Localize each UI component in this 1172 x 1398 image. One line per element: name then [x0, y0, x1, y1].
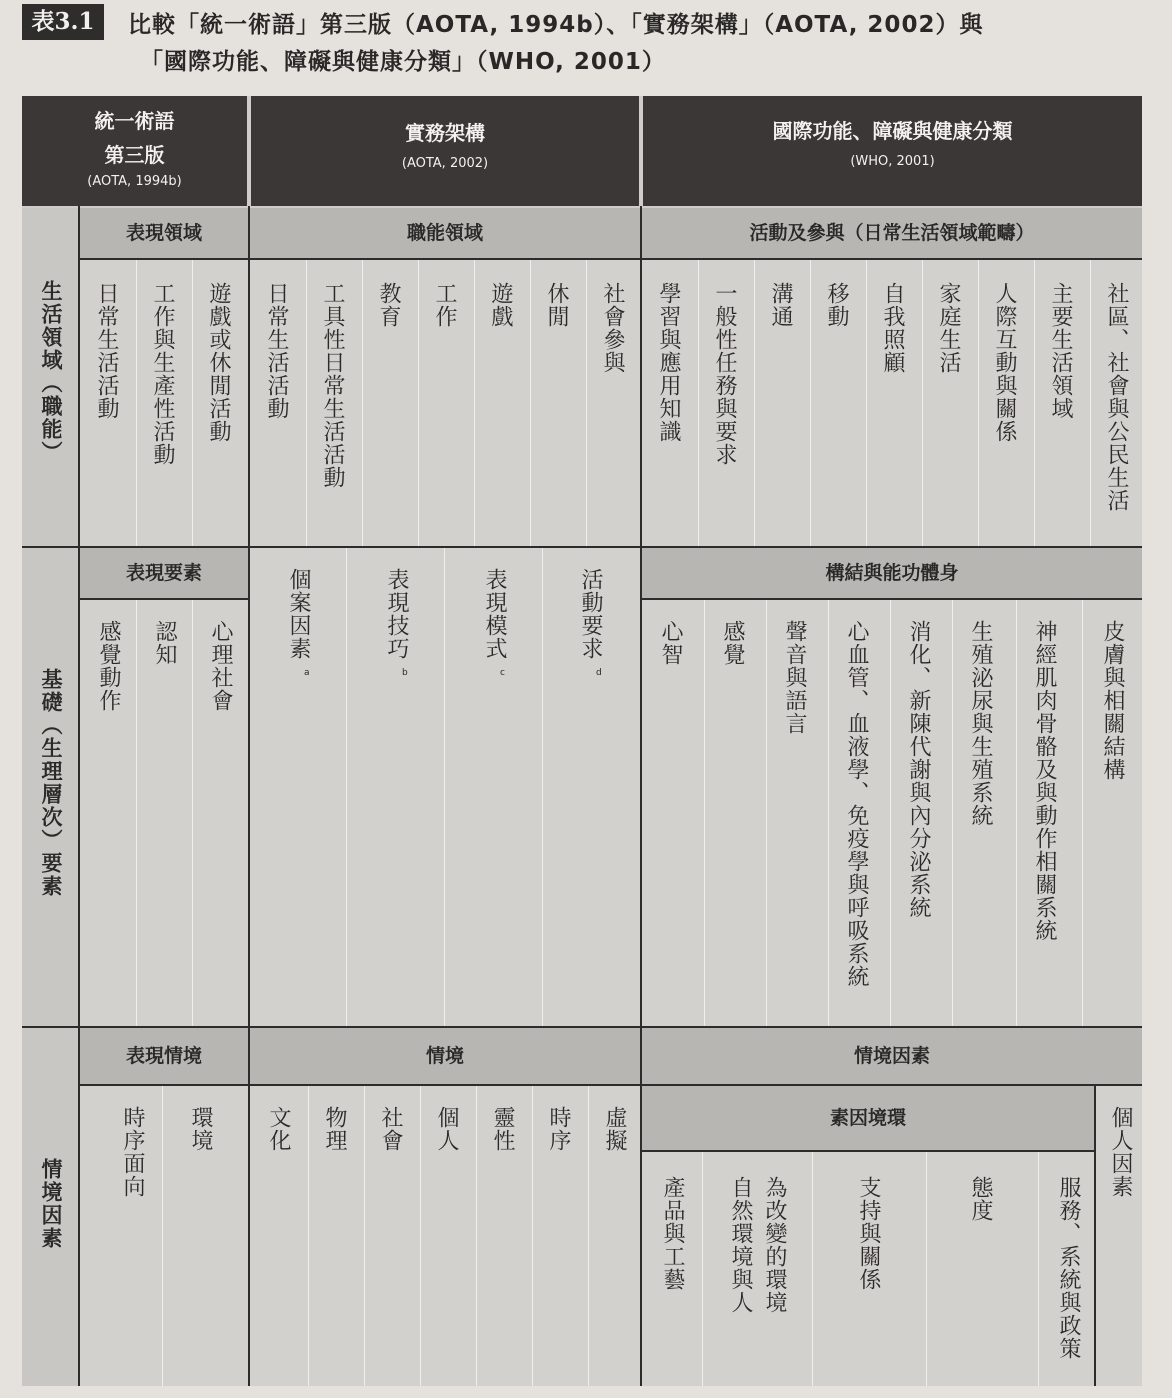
life-c2-item: 教育 [376, 282, 401, 328]
base-c2-item [578, 568, 603, 678]
context-c3-side: 個人因素 [1108, 1106, 1133, 1198]
row-label-context [22, 1028, 78, 1386]
life-c1-item: 工作與生產性活動 [150, 282, 175, 466]
row-label-life-text: 生活領域（職能） [39, 280, 63, 464]
life-c2-item: 休閒 [544, 282, 569, 328]
base-c2-item [384, 568, 409, 678]
header-col1-title1: 統一術語 [94, 109, 175, 133]
life-c3-item: 自我照顧 [880, 282, 905, 374]
grid-line [78, 1084, 1142, 1086]
grid-line [346, 548, 347, 1026]
context-c3-item: 自然環境與人 [728, 1176, 753, 1314]
base-c1-item: 認知 [152, 620, 177, 666]
row-label-base-text: 基礎（生理層次）要素 [39, 668, 63, 898]
grid-line [192, 260, 193, 546]
header-col1-source: (AOTA, 1994b) [87, 174, 182, 189]
header-col1-title2: 第三版 [104, 143, 165, 167]
base-c3-item: 皮膚與相關結構 [1100, 620, 1125, 781]
base-c2-text: 個案因素 [286, 568, 311, 660]
context-sub-env: 素因境環 [642, 1086, 1094, 1150]
base-c3-item: 神經肌肉骨骼及與動作相關系統 [1032, 620, 1057, 942]
grid-line [866, 260, 867, 546]
life-c3-item: 一般性任務與要求 [712, 282, 737, 466]
context-c1-item: 環境 [188, 1106, 213, 1152]
base-c3-item: 生殖泌尿與生殖系統 [968, 620, 993, 827]
base-c1-item: 感覺動作 [96, 620, 121, 712]
header-col3-source: (WHO, 2001) [850, 154, 935, 169]
life-c3-item: 溝通 [768, 282, 793, 328]
context-c2-item: 虛擬 [602, 1106, 627, 1152]
grid-line [978, 260, 979, 546]
base-sub-icf: 構結與能功體身 [642, 548, 1142, 598]
life-c3-item: 家庭生活 [936, 282, 961, 374]
grid-line [444, 548, 445, 1026]
life-c3-item: 人際互動與關係 [992, 282, 1017, 443]
grid-line [542, 548, 543, 1026]
base-c2-note: b [402, 668, 408, 678]
grid-line [640, 1150, 1096, 1152]
context-c3-item: 服務、系統與政策 [1056, 1176, 1081, 1360]
grid-line [192, 600, 193, 1026]
header-practice-framework [251, 96, 639, 206]
grid-line [476, 1086, 477, 1386]
grid-line [698, 260, 699, 546]
life-sub-uniform: 表現領域 [80, 208, 248, 258]
life-c2-item: 日常生活活動 [264, 282, 289, 420]
base-c2-text: 表現技巧 [384, 568, 409, 660]
grid-line [1090, 260, 1091, 546]
context-c3-item: 為改變的環境 [762, 1176, 787, 1314]
grid-line [22, 1026, 1142, 1028]
grid-line [828, 600, 829, 1026]
context-c3-item: 產品與工藝 [660, 1176, 685, 1291]
grid-line [588, 1086, 589, 1386]
context-c2-item: 時序 [546, 1106, 571, 1152]
header-col2-source: (AOTA, 2002) [401, 156, 489, 171]
grid-line [926, 1152, 927, 1386]
life-c3-item: 主要生活領域 [1048, 282, 1073, 420]
header-col3-title: 國際功能、障礙與健康分類 [772, 119, 1013, 143]
base-c2-note: a [304, 668, 310, 678]
grid-line [420, 1086, 421, 1386]
life-c2-item: 遊戲 [488, 282, 513, 328]
life-c3-item: 移動 [824, 282, 849, 328]
grid-line [364, 1086, 365, 1386]
base-c3-item: 聲音與語言 [782, 620, 807, 735]
life-sub-icf: 活動及參與（日常生活領域範疇） [642, 208, 1142, 258]
grid-line [754, 260, 755, 546]
context-sub-framework: 情境 [250, 1028, 640, 1084]
context-c3-item: 態度 [968, 1176, 993, 1222]
base-sub-uniform: 表現要素 [80, 548, 248, 598]
base-c2-note: c [500, 668, 505, 678]
comparison-table [22, 96, 1142, 1386]
grid-line [22, 546, 1142, 548]
context-c2-item: 物理 [322, 1106, 347, 1152]
life-c1-item: 遊戲或休閒活動 [206, 282, 231, 443]
life-c3-item: 社區、社會與公民生活 [1104, 282, 1129, 512]
header-icf [643, 96, 1142, 206]
life-c1-item: 日常生活活動 [94, 282, 119, 420]
grid-line [418, 260, 419, 546]
base-c2-text: 表現模式 [482, 568, 507, 660]
context-sub-uniform: 表現情境 [80, 1028, 248, 1084]
context-sub-icf: 情境因素 [642, 1028, 1142, 1084]
grid-line [1016, 600, 1017, 1026]
grid-line [248, 206, 250, 1386]
header-col2-title: 實務架構 [405, 121, 485, 145]
grid-line [162, 1086, 163, 1386]
grid-line [1082, 600, 1083, 1026]
row-label-base [22, 548, 78, 1026]
grid-line [1038, 1152, 1039, 1386]
grid-line [474, 260, 475, 546]
grid-line [704, 600, 705, 1026]
base-c3-item: 心智 [658, 620, 683, 666]
grid-line [78, 206, 80, 1386]
life-c2-item: 工作 [432, 282, 457, 328]
grid-line [890, 600, 891, 1026]
grid-line [810, 260, 811, 546]
base-c3-item: 感覺 [720, 620, 745, 666]
base-icf-zone [642, 600, 1142, 1026]
context-c3-item: 支持與關係 [856, 1176, 881, 1291]
base-c1-item: 心理社會 [208, 620, 233, 712]
caption-line-1: 比較「統一術語」第三版（AOTA, 1994b）、「實務架構」（AOTA, 2002）與 [128, 12, 984, 38]
grid-line [640, 206, 642, 1386]
row-label-life [22, 208, 78, 546]
context-c1-item: 時序面向 [120, 1106, 145, 1198]
grid-line [922, 260, 923, 546]
context-c2-item: 文化 [266, 1106, 291, 1152]
grid-line [530, 260, 531, 546]
life-sub-framework: 職能領域 [250, 208, 640, 258]
grid-line [308, 1086, 309, 1386]
grid-line [532, 1086, 533, 1386]
life-c3-item: 學習與應用知識 [656, 282, 681, 443]
row-label-context-text: 情境因素 [39, 1158, 63, 1250]
context-c2-item: 靈性 [490, 1106, 515, 1152]
base-c2-item [286, 568, 311, 678]
context-c2-item: 個人 [434, 1106, 459, 1152]
grid-line [78, 598, 250, 600]
grid-line [362, 260, 363, 546]
grid-line [640, 598, 1142, 600]
grid-line [812, 1152, 813, 1386]
grid-line [1034, 260, 1035, 546]
base-c2-text: 活動要求 [578, 568, 603, 660]
caption-line-2: 「國際功能、障礙與健康分類」（WHO, 2001） [140, 49, 666, 75]
base-c2-note: d [596, 668, 602, 678]
base-c3-item: 消化、新陳代謝與內分泌系統 [906, 620, 931, 919]
base-c3-item: 心血管、血液學、免疫學與呼吸系統 [844, 620, 869, 988]
life-c2-item: 社會參與 [600, 282, 625, 374]
grid-line [136, 260, 137, 546]
grid-line [306, 260, 307, 546]
grid-line [586, 260, 587, 546]
grid-line [952, 600, 953, 1026]
base-c2-item [482, 568, 507, 678]
grid-line [702, 1152, 703, 1386]
header-uniform-terminology [22, 96, 247, 206]
context-c2-item: 社會 [378, 1106, 403, 1152]
grid-line [1094, 1084, 1096, 1386]
grid-line [78, 258, 1142, 260]
grid-line [136, 600, 137, 1026]
grid-line [766, 600, 767, 1026]
life-c2-item: 工具性日常生活活動 [320, 282, 345, 489]
table-number-tag: 表3.1 [22, 4, 104, 40]
